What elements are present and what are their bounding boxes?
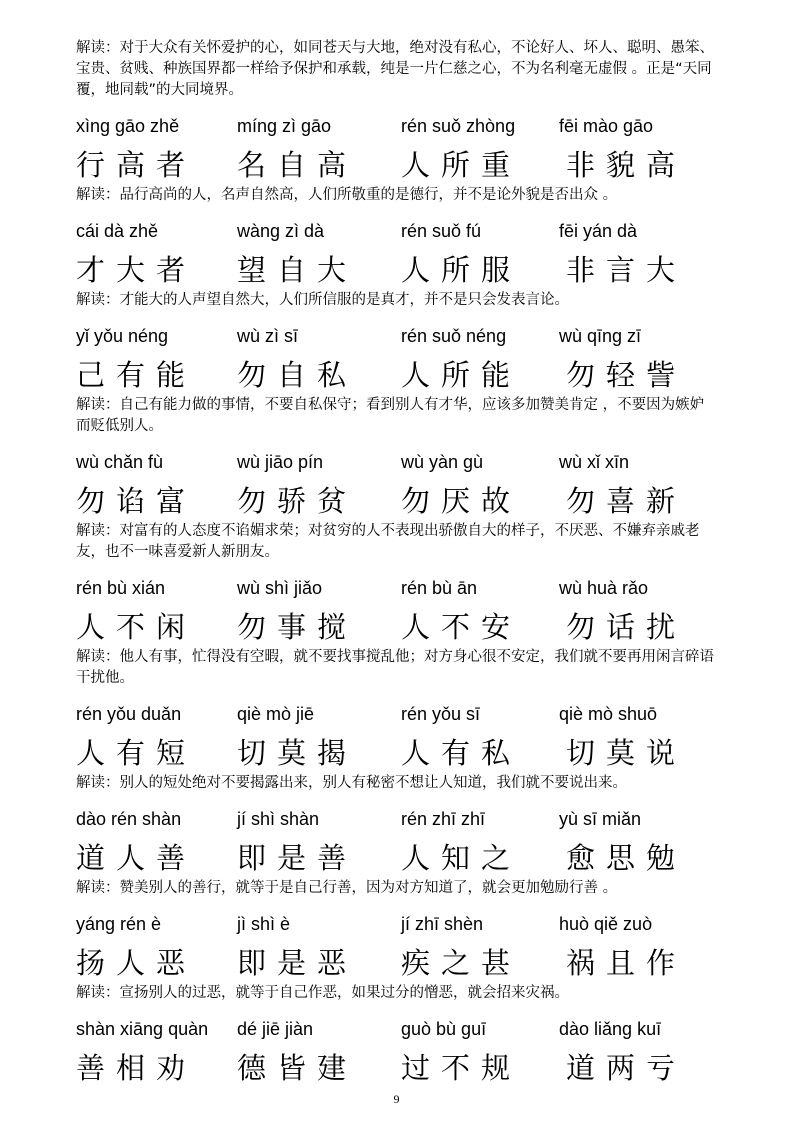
verse-phrase: 人有私 <box>401 736 522 770</box>
verse-line <box>76 943 716 983</box>
pinyin-line <box>76 115 716 137</box>
verse-line <box>76 1048 716 1088</box>
pinyin-line <box>76 451 716 473</box>
pinyin-phrase: dé jiē jiàn <box>237 1019 314 1039</box>
pinyin-phrase: jí shì shàn <box>237 809 320 829</box>
pinyin-phrase: qiè mò jiē <box>237 704 315 724</box>
verse-phrase: 祸且作 <box>566 946 687 980</box>
verse-phrase: 望自大 <box>237 253 358 287</box>
verse-phrase: 名自高 <box>237 148 358 182</box>
pinyin-phrase: wù jiāo pín <box>237 452 324 472</box>
verse-phrase: 即是善 <box>237 841 358 875</box>
verse-phrase: 人知之 <box>401 841 522 875</box>
pinyin-phrase: rén bù xián <box>76 578 166 598</box>
pinyin-phrase: rén suǒ néng <box>401 326 507 346</box>
verse-phrase: 扬人恶 <box>76 946 197 980</box>
verse-phrase: 即是恶 <box>237 946 358 980</box>
verse-note: 解读：才能大的人声望自然大，人们所信服的是真才，并不是只会发表言论。 <box>76 292 569 308</box>
pinyin-line <box>76 325 716 347</box>
verse-phrase: 行高者 <box>76 148 197 182</box>
pinyin-phrase: wù shì jiǎo <box>237 578 323 598</box>
pinyin-phrase: xìng gāo zhě <box>76 116 180 136</box>
pinyin-phrase: míng zì gāo <box>237 116 332 136</box>
pinyin-phrase: wù chǎn fù <box>76 452 164 472</box>
pinyin-phrase: jí zhī shèn <box>401 914 484 934</box>
pinyin-phrase: wù qīng zī <box>559 326 642 346</box>
intro-note: 解读：对于大众有关怀爱护的心，如同苍天与大地，绝对没有私心，不论好人、坏人、聪明、愚笨、宝贵、贫贱、种族国界都一样给予保护和承载，纯是一片仁慈之心，不为名利毫无虚假 。正是“天同覆，地同载”的大同境界。 <box>76 40 714 98</box>
pinyin-phrase: yù sī miǎn <box>559 809 642 829</box>
pinyin-line <box>76 577 716 599</box>
page-content <box>76 38 716 1088</box>
pinyin-phrase: fēi mào gāo <box>559 116 654 136</box>
verse-list <box>76 115 716 1088</box>
pinyin-phrase: dào rén shàn <box>76 809 182 829</box>
verse-phrase: 勿事搅 <box>237 610 358 644</box>
verse-line <box>76 145 716 185</box>
pinyin-phrase: rén zhī zhī <box>401 809 486 829</box>
pinyin-phrase: cái dà zhě <box>76 221 159 241</box>
verse-phrase: 勿话扰 <box>566 610 687 644</box>
pinyin-phrase: qiè mò shuō <box>559 704 658 724</box>
verse-phrase: 过不规 <box>401 1051 522 1085</box>
pinyin-phrase: wù yàn gù <box>401 452 484 472</box>
verse-phrase: 道两亏 <box>566 1051 687 1085</box>
pinyin-phrase: huò qiě zuò <box>559 914 653 934</box>
verse-phrase: 己有能 <box>76 358 197 392</box>
verse-line <box>76 838 716 878</box>
pinyin-line <box>76 703 716 725</box>
verse-phrase: 勿自私 <box>237 358 358 392</box>
verse-phrase: 才大者 <box>76 253 197 287</box>
pinyin-line <box>76 1018 716 1040</box>
verse-phrase: 勿轻訾 <box>566 358 687 392</box>
pinyin-phrase: wù huà rǎo <box>559 578 649 598</box>
pinyin-phrase: rén bù ān <box>401 578 478 598</box>
pinyin-line <box>76 220 716 242</box>
verse-phrase: 善相劝 <box>76 1051 197 1085</box>
pinyin-phrase: rén suǒ fú <box>401 221 482 241</box>
verse-note: 解读：他人有事，忙得没有空暇，就不要找事搅乱他；对方身心很不安定，我们就不要再用闲言碎语干扰他。 <box>76 649 714 686</box>
verse-phrase: 疾之甚 <box>401 946 522 980</box>
pinyin-phrase: wàng zì dà <box>237 221 325 241</box>
verse-note: 解读：赞美别人的善行，就等于是自己行善，因为对方知道了，就会更加勉励行善 。 <box>76 880 618 896</box>
verse-phrase: 德皆建 <box>237 1051 358 1085</box>
verse-phrase: 切莫说 <box>566 736 687 770</box>
verse-note: 解读：宣扬别人的过恶，就等于自己作恶，如果过分的憎恶，就会招来灾祸。 <box>76 985 569 1001</box>
pinyin-phrase: rén suǒ zhòng <box>401 116 516 136</box>
verse-phrase: 人有短 <box>76 736 197 770</box>
verse-phrase: 人不安 <box>401 610 522 644</box>
verse-phrase: 愈思勉 <box>566 841 687 875</box>
verse-phrase: 人所服 <box>401 253 522 287</box>
pinyin-phrase: fēi yán dà <box>559 221 638 241</box>
verse-phrase: 勿谄富 <box>76 484 197 518</box>
pinyin-phrase: wù zì sī <box>237 326 299 346</box>
verse-line <box>76 733 716 773</box>
verse-phrase: 勿骄贫 <box>237 484 358 518</box>
pinyin-phrase: rén yǒu duǎn <box>76 704 182 724</box>
verse-note: 解读：对富有的人态度不谄媚求荣；对贫穷的人不表现出骄傲自大的样子，不厌恶、不嫌弃亲戚老友，也不一味喜爱新人新朋友。 <box>76 523 700 560</box>
pinyin-phrase: wù xǐ xīn <box>559 452 630 472</box>
verse-phrase: 勿喜新 <box>566 484 687 518</box>
verse-phrase: 道人善 <box>76 841 197 875</box>
verse-phrase: 非言大 <box>566 253 687 287</box>
pinyin-phrase: rén yǒu sī <box>401 704 481 724</box>
verse-line <box>76 481 716 521</box>
pinyin-phrase: guò bù guī <box>401 1019 487 1039</box>
verse-note: 解读：品行高尚的人，名声自然高，人们所敬重的是德行，并不是论外貌是否出众 。 <box>76 187 618 203</box>
pinyin-line <box>76 808 716 830</box>
verse-phrase: 人所能 <box>401 358 522 392</box>
pinyin-phrase: jì shì è <box>237 914 291 934</box>
verse-phrase: 切莫揭 <box>237 736 358 770</box>
verse-note: 解读：别人的短处绝对不要揭露出来，别人有秘密不想让人知道，我们就不要说出来。 <box>76 775 627 791</box>
verse-line <box>76 355 716 395</box>
page-number: 9 <box>393 1092 400 1106</box>
pinyin-line <box>76 913 716 935</box>
verse-note: 解读：自己有能力做的事情，不要自私保守；看到别人有才华，应该多加赞美肯定 ，不要因为嫉妒而贬低别人。 <box>76 397 705 434</box>
verse-phrase: 勿厌故 <box>401 484 522 518</box>
pinyin-phrase: shàn xiāng quàn <box>76 1019 209 1039</box>
verse-phrase: 人不闲 <box>76 610 197 644</box>
verse-phrase: 非貌高 <box>566 148 687 182</box>
pinyin-phrase: yǐ yǒu néng <box>76 326 169 346</box>
pinyin-phrase: yáng rén è <box>76 914 162 934</box>
pinyin-phrase: dào liǎng kuī <box>559 1019 662 1039</box>
verse-phrase: 人所重 <box>401 148 522 182</box>
verse-line <box>76 250 716 290</box>
verse-line <box>76 607 716 647</box>
